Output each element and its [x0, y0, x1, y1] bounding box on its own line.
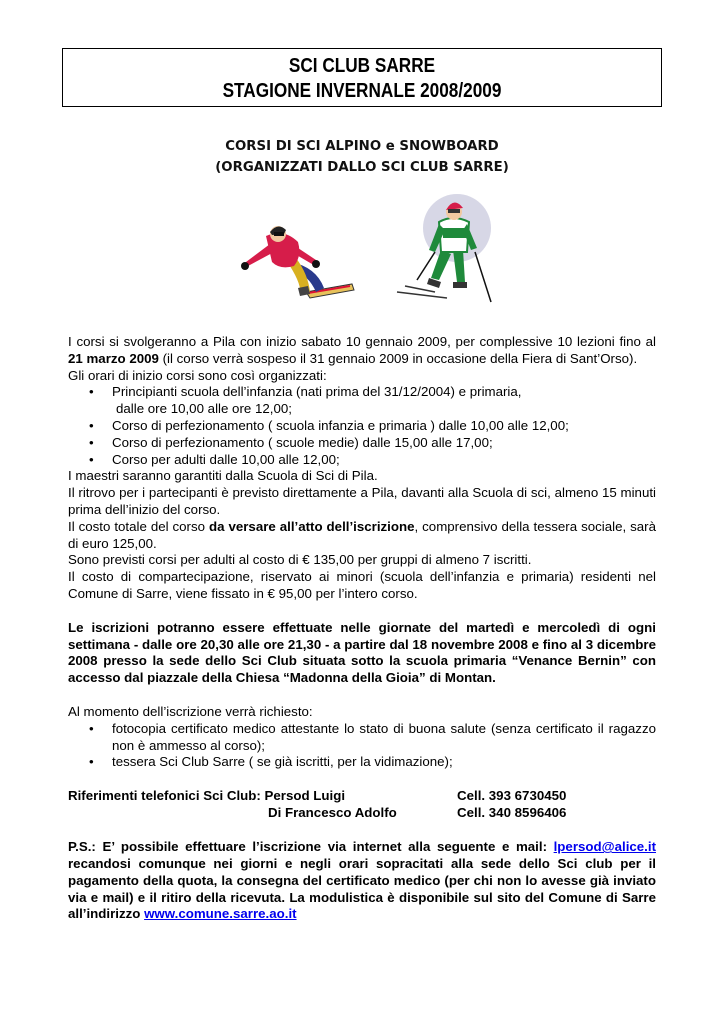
email-link[interactable]: lpersod@alice.it — [553, 839, 656, 855]
snowboarder-illustration — [236, 222, 356, 304]
registration-paragraph: Le iscrizioni potranno essere effettuate nelle giornate del martedì e mercoledì di ogni settimana - dalle ore 20,30 alle ore 21,30 - a partire dal 18 novembre 2008 e fino al 3 dicembre 2008 presso la sede dello Sci Club situata sotto la scuola primaria “Venance Bernin” con accesso dal piazzale della Chiesa “Madonna della Gioia” di Montan. — [68, 619, 656, 686]
resident-cost-note: Il costo di compartecipazione, riservato ai minori (scuola dell’infanzia e primaria) residenti nel Comune di Sarre, viene fissato in € 95,00 per l’intero corso. — [68, 569, 656, 601]
contact-name-2: Di Francesco Adolfo — [268, 805, 397, 821]
contacts-block — [68, 788, 656, 822]
season-title: STAGIONE INVERNALE 2008/2009 — [222, 80, 502, 102]
title-box — [62, 48, 662, 107]
requirement-item: • fotocopia certificato medico attestante lo stato di buona salute (senza certificato il ragazzo non è ammesso al corso); — [68, 721, 656, 755]
schedule-item: • Principianti scuola dell’infanzia (nati prima del 31/12/2004) e primaria, dalle ore 10,00 alle ore 12,00; — [68, 384, 656, 418]
schedule-item: • Corso di perfezionamento ( scuole medie) dalle 15,00 alle 17,00; — [68, 435, 656, 452]
cost-note: Il costo totale del corso da versare all’atto dell’iscrizione, comprensivo della tessera sociale, sarà di euro 125,00. — [68, 518, 656, 551]
schedule-item: • Corso per adulti dalle 10,00 alle 12,00; — [68, 452, 656, 469]
schedule-item: • Corso di perfezionamento ( scuola infanzia e primaria ) dalle 10,00 alle 12,00; — [68, 418, 656, 435]
end-date: 21 marzo 2009 — [68, 350, 159, 366]
ps-paragraph: P.S.: E’ possibile effettuare l’iscrizione via internet alla seguente e mail: lpersod@alice.it recandosi comunque nei giorni e negli orari sopracitati alla sede dello Sci club per il pagamento della quota, la consegna del certificato medico (per chi non lo avesse già inviato via e mail) e il ritiro della ricevuta. La modulistica è disponibile sul sito del Comune di Sarre all’indirizzo www.comune.sarre.ao.it — [68, 839, 656, 922]
meeting-note: Il ritrovo per i partecipanti è previsto direttamente a Pila, davanti alla Scuola di sci, almeno 15 minuti prima dell’inizio del corso. — [68, 485, 656, 517]
teachers-note: I maestri saranno garantiti dalla Scuola di Sci di Pila. — [68, 468, 378, 484]
contact-phone-2: Cell. 340 8596406 — [457, 805, 567, 821]
schedule-list — [68, 384, 656, 468]
schedule-intro: Gli orari di inizio corsi sono così organizzati: — [68, 367, 327, 383]
intro-paragraph — [68, 334, 656, 368]
contact-label: Riferimenti telefonici Sci Club: Persod Luigi — [68, 788, 346, 804]
requirements-list — [68, 721, 656, 771]
document-body — [68, 334, 656, 923]
skier-illustration — [395, 192, 495, 304]
adult-cost-note: Sono previsti corsi per adulti al costo di € 135,00 per gruppi di almeno 7 iscritti. — [68, 552, 532, 568]
intro-text-cont: (il corso verrà sospeso il 31 gennaio 2009 in occasione della Fiera di Sant’Orso). — [158, 350, 638, 366]
intro-text: I corsi si svolgeranno a Pila con inizio sabato 10 gennaio 2009, per complessive 10 lezioni fino al — [68, 334, 656, 349]
website-link[interactable]: www.comune.sarre.ao.it — [144, 906, 297, 922]
requirements-intro: Al momento dell’iscrizione verrà richiesto: — [68, 703, 313, 719]
course-subtitle: CORSI DI SCI ALPINO e SNOWBOARD — [225, 139, 499, 154]
requirement-item: • tessera Sci Club Sarre ( se già iscritti, per la vidimazione); — [68, 754, 656, 771]
club-title: SCI CLUB SARRE — [288, 55, 436, 77]
organizer-subtitle: (ORGANIZZATI DALLO SCI CLUB SARRE) — [215, 160, 509, 175]
contact-phone-1: Cell. 393 6730450 — [457, 788, 567, 804]
